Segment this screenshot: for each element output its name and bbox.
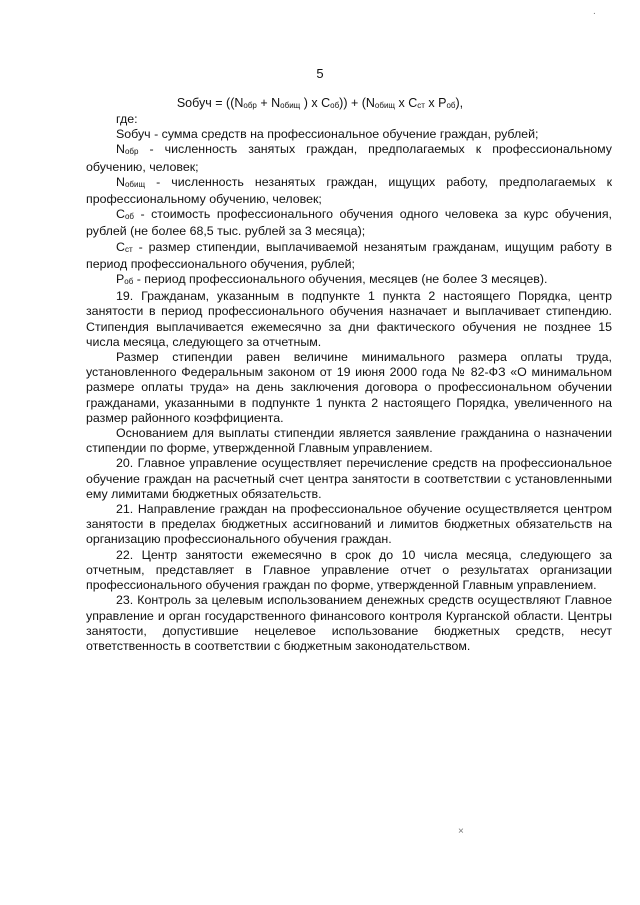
formula-part-text: ), — [455, 96, 464, 110]
paragraph — [86, 127, 612, 142]
variable-symbol: N — [116, 174, 125, 189]
formula-part-text: ) х — [300, 96, 322, 110]
formula-part-subscript: обр — [243, 101, 257, 110]
formula-part-text: P — [438, 96, 447, 110]
formula-part-subscript: обищ — [374, 101, 396, 110]
formula-part-text: = (( — [211, 96, 235, 110]
paragraph-text: 22. Центр занятости ежемесячно в срок до 10 числа месяца, следующего за отчетным, представляет в Главное управление отчет о результатах организации профессионального обучения граждан по форме, утвержденной Главным управлением. — [86, 547, 612, 593]
formula-part-subscript: об — [446, 101, 456, 110]
formula-expression — [212, 96, 463, 110]
formula-part — [212, 96, 235, 110]
paragraph — [86, 289, 612, 350]
formula-part-text: х — [424, 96, 439, 110]
paragraph-text: - численность занятых граждан, предполагаемых к профессиональному обучению, человек; — [86, 142, 612, 174]
paragraph-text: где: — [116, 112, 138, 126]
formula-part — [321, 96, 339, 110]
paragraph-text: - численность незанятых граждан, ищущих работу, предполагаемых к профессиональному обучению, человек; — [86, 174, 612, 207]
paragraph — [86, 548, 612, 594]
paragraph-text: Sобуч - сумма средств на профессиональное обучение граждан, рублей; — [116, 127, 539, 142]
formula-part — [438, 96, 455, 110]
formula-part — [425, 96, 438, 110]
variable-subscript: обр — [124, 147, 139, 157]
formula-part — [234, 96, 257, 110]
variable-symbol: P — [116, 272, 125, 287]
variable-subscript: об — [124, 212, 134, 222]
paragraph-text: 20. Главное управление осуществляет перечисление средств на профессиональное обучение граждан на расчетный счет центра занятости в соответствии с установленными ему лимитами бюджетных обязательств. — [86, 456, 612, 501]
paragraph — [86, 142, 612, 174]
variable-subscript: обищ — [124, 179, 146, 189]
scan-speck: . — [593, 6, 596, 17]
paragraph — [86, 426, 612, 456]
formula-part-subscript: ст — [417, 101, 425, 110]
variable-subscript: ст — [124, 244, 133, 254]
paragraph — [86, 112, 612, 127]
paragraph-text: Основанием для выплаты стипендии является заявление гражданина о назначении стипендии по форме, утвержденной Главным управлением. — [86, 426, 612, 456]
variable-symbol: C — [116, 239, 125, 254]
formula-part-text: х — [395, 96, 409, 110]
paragraph-text: Размер стипендии равен величине минимального размера оплаты труда, установленного Федеральным законом от 19 июня 2000 года № 82-ФЗ «О минимальном размере оплаты труда» на день заключения договора о профессиональном обучении гражданами, указанными в подпункте 1 пункта 2 настоящего Порядка, увеличенного на размер районного коэффициента. — [86, 350, 612, 425]
formula-part — [257, 96, 271, 110]
formula-part — [339, 96, 366, 110]
paragraph-text: - период профессионального обучения, месяцев (не более 3 месяцев). — [133, 272, 548, 287]
formula — [0, 96, 640, 110]
page-number: 5 — [316, 66, 324, 81]
formula-part — [271, 96, 300, 110]
paragraph — [86, 350, 612, 426]
document-body — [86, 112, 612, 654]
variable-symbol: N — [116, 142, 125, 157]
paragraph — [86, 456, 612, 502]
variable-subscript: об — [124, 277, 134, 287]
formula-part-text: + — [256, 96, 272, 110]
paragraph-text: 23. Контроль за целевым использованием денежных средств осуществляют Главное управление и орган государственного финансового контроля Курганской области. Центры занятости, допустившие нецелевое использование бюджетных средств, несут ответственность в соответствии с бюджетным законодательством. — [86, 593, 612, 653]
paragraph — [86, 272, 612, 289]
paragraph — [86, 240, 612, 272]
formula-part-text: N — [234, 96, 244, 110]
formula-part-text: C — [408, 96, 418, 110]
variable-symbol: C — [116, 207, 125, 222]
paragraph-text: 21. Направление граждан на профессиональное обучение осуществляется центром занятости в пределах бюджетных ассигнований и лимитов бюджетных обязательств на организацию профессионального обучения граждан. — [86, 502, 612, 547]
paragraph — [86, 593, 612, 654]
formula-part — [456, 96, 464, 110]
formula-part — [300, 96, 321, 110]
paragraph — [86, 207, 612, 239]
formula-part — [395, 96, 408, 110]
formula-part-subscript: об — [330, 101, 340, 110]
paragraph-text: - стоимость профессионального обучения одного человека за курс обучения, рублей (не более 68,5 тыс. рублей за 3 месяца); — [86, 207, 612, 239]
formula-part-text: N — [365, 96, 375, 110]
formula-part-subscript: обищ — [280, 101, 301, 110]
paragraph-text: - размер стипендии, выплачиваемой незанятым гражданам, ищущим работу в период профессионального обучения, рублей; — [86, 239, 612, 271]
formula-lhs: Sобуч — [176, 96, 212, 110]
formula-part-text: C — [321, 96, 331, 110]
formula-part-text: )) + ( — [339, 96, 366, 110]
formula-part — [366, 96, 395, 110]
formula-part — [408, 96, 425, 110]
scan-speck: × — [458, 826, 464, 837]
paragraph-text: 19. Гражданам, указанным в подпункте 1 пункта 2 настоящего Порядка, центр занятости в период профессионального обучения назначает и выплачивает стипендию. Стипендия выплачивается ежемесячно за дни фактического обучения не позднее 15 числа месяца, следующего за отчетным. — [86, 289, 612, 349]
paragraph — [86, 175, 612, 207]
formula-part-text: N — [271, 96, 281, 110]
paragraph — [86, 502, 612, 548]
